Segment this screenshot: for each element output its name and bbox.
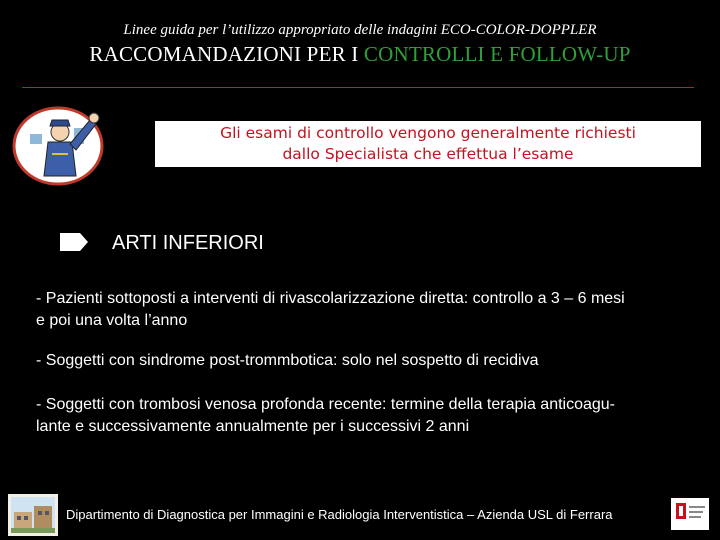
notice-box bbox=[155, 121, 701, 167]
list-item-line: e poi una volta l’anno bbox=[36, 312, 188, 329]
list-item-line: - Pazienti sottoposti a interventi di rivascolarizzazione diretta: controllo a 3 – 6 mesi bbox=[36, 290, 625, 307]
presentation-supertitle: Linee guida per l’utilizzo appropriato delle indagini ECO-COLOR-DOPPLER bbox=[123, 22, 597, 38]
list-item bbox=[36, 394, 712, 438]
azienda-usl-logo bbox=[671, 498, 709, 530]
slide-title bbox=[0, 42, 720, 67]
footer-text: Dipartimento di Diagnostica per Immagini e Radiologia Interventistica – Azienda USL di Ferrara bbox=[66, 507, 613, 522]
arrow-tab-bullet-icon bbox=[60, 233, 88, 251]
title-divider bbox=[22, 87, 694, 88]
notice-line-2: dallo Specialista che effettua l’esame bbox=[282, 145, 574, 163]
notice-line-1: Gli esami di controllo vengono generalmente richiesti bbox=[220, 124, 636, 142]
section-title: ARTI INFERIORI bbox=[112, 232, 264, 254]
hospital-building-logo bbox=[8, 494, 58, 536]
list-item-line: lante e successivamente annualmente per i successivi 2 anni bbox=[36, 418, 470, 435]
traffic-policeman-stop-icon bbox=[8, 98, 116, 188]
list-item bbox=[36, 288, 712, 332]
slide-title-part1: RACCOMANDAZIONI PER I bbox=[89, 42, 364, 66]
list-item-line: - Soggetti con trombosi venosa profonda recente: termine della terapia anticoagu- bbox=[36, 396, 616, 413]
list-item bbox=[36, 350, 712, 372]
slide-title-part2: CONTROLLI E FOLLOW-UP bbox=[363, 42, 631, 66]
list-item-line: - Soggetti con sindrome post-trommbotica: solo nel sospetto di recidiva bbox=[36, 352, 539, 369]
